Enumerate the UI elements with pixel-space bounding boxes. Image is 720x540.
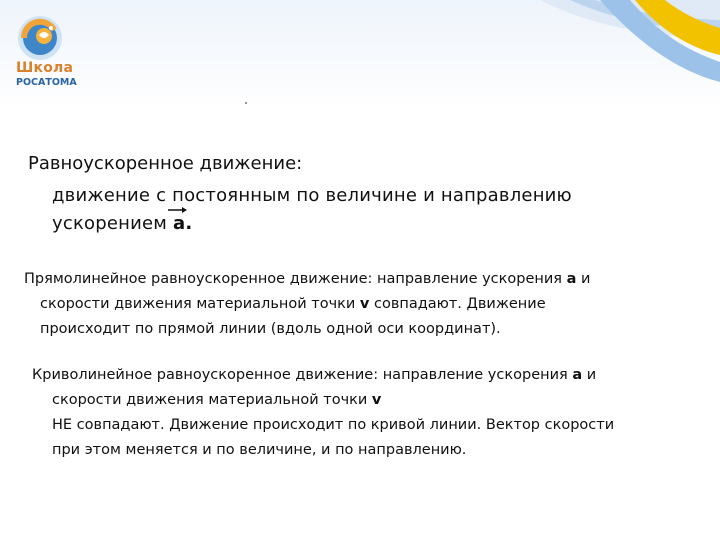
section1-term: Равноускоренное движение	[28, 153, 297, 174]
section3-a: a	[572, 367, 583, 383]
vector-a-letter: a	[172, 213, 186, 234]
section2-term: Прямолинейное равноускоренное движение	[24, 271, 368, 287]
section3-line2-prefix: скорости движения материальной точки	[52, 392, 372, 408]
section2-line1	[24, 271, 591, 287]
section1-colon: :	[296, 153, 303, 174]
section2-line2	[24, 292, 591, 317]
section3-line1	[32, 367, 596, 383]
vector-a	[173, 213, 185, 234]
section1-line2-prefix: ускорением	[52, 213, 173, 234]
section3-line1-end: и	[582, 367, 597, 383]
section2-line1-rest: : направление ускорения	[367, 271, 567, 287]
section2-paragraph	[24, 267, 591, 342]
section3-line2	[32, 388, 614, 413]
section3-term: Криволинейное равноускоренное движение	[32, 367, 374, 383]
section3-line3: НЕ совпадают. Движение происходит по кривой линии. Вектор скорости	[52, 417, 615, 433]
logo-text-school: Школа	[16, 60, 74, 76]
vector-arrow-icon	[167, 206, 189, 214]
section1-line2	[52, 213, 192, 234]
section2-a: a	[566, 271, 577, 287]
section3-paragraph	[32, 363, 614, 463]
dot-mark	[245, 102, 247, 104]
section2-line2-prefix: скорости движения материальной точки	[40, 296, 360, 312]
section2-v: v	[359, 296, 370, 312]
section1-line1: движение с постоянным по величине и направлению	[52, 185, 572, 206]
section2-line1-end: и	[576, 271, 591, 287]
section2-line2-suffix: совпадают. Движение	[369, 296, 546, 312]
logo-emblem-icon	[10, 8, 90, 68]
logo-text-rosatom: РОСАТОМА	[16, 77, 77, 88]
header-swoosh-decoration	[460, 0, 720, 90]
section3-line1-rest: : направление ускорения	[373, 367, 573, 383]
section1-period: .	[185, 213, 193, 234]
section3-line4: при этом меняется и по величине, и по направлению.	[52, 442, 467, 458]
section3-v: v	[371, 392, 382, 408]
section1-title	[28, 153, 302, 174]
section2-line3: происходит по прямой линии (вдоль одной оси координат).	[40, 321, 501, 337]
